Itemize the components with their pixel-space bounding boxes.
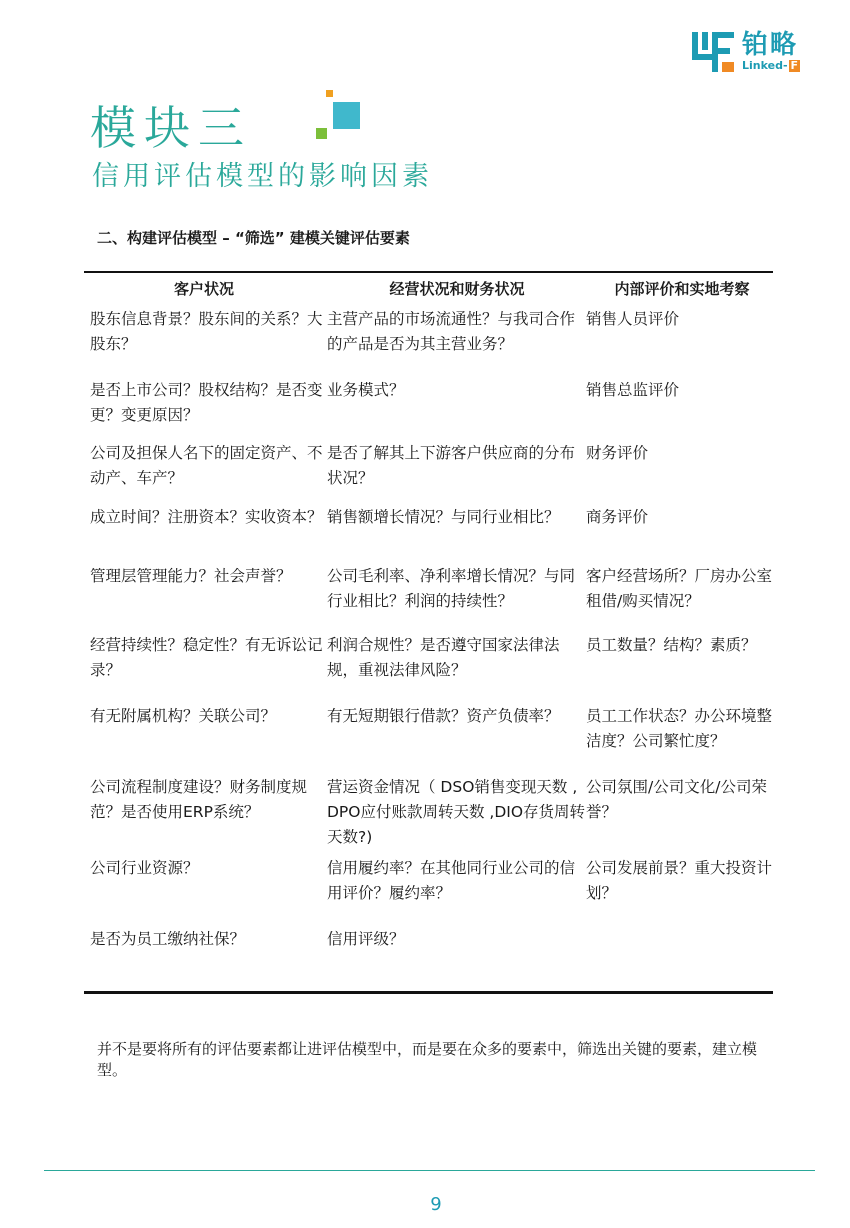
table-top-rule (84, 271, 773, 273)
brand-name-en-main: Linked- (742, 59, 788, 72)
footer-divider (44, 1170, 815, 1171)
table-cell: 公司发展前景？重大投资计划？ (586, 859, 773, 902)
table-cell: 股东信息背景？股东间的关系？大股东？ (90, 310, 323, 353)
brand-name-en-suffix: F (790, 59, 799, 72)
table-cell: 业务模式？ (327, 381, 405, 399)
table-cell: 是否上市公司？股权结构？是否变更？变更原因？ (90, 381, 323, 424)
table-cell: 公司及担保人名下的固定资产、不动产、车产？ (90, 444, 323, 487)
linked-f-logo-icon (692, 32, 736, 72)
section-heading: 二、构建评估模型 – “筛选” 建模关键评估要素 (97, 229, 410, 247)
table-cell: 营运资金情况（ DSO销售变现天数 ,DPO应付账款周转天数 ,DIO存货周转天数?) (327, 778, 586, 846)
table-cell: 销售额增长情况？与同行业相比？ (327, 508, 560, 526)
table-bottom-rule (84, 991, 773, 994)
module-subtitle: 信用评估模型的影响因素 (92, 161, 433, 192)
table-cell: 公司流程制度建设？财务制度规范？是否使用ERP系统？ (90, 778, 308, 821)
brand-logo (692, 30, 812, 74)
table-cell: 利润合规性？是否遵守国家法律法规，重视法律风险？ (327, 636, 560, 679)
table-cell: 信用评级？ (327, 930, 405, 948)
table-cell: 有无附属机构？关联公司？ (90, 707, 277, 725)
module-title: 模块三 (90, 101, 252, 155)
table-header-customer: 客户状况 (173, 280, 234, 298)
table-cell: 是否了解其上下游客户供应商的分布状况？ (327, 444, 576, 487)
table-header-internal: 内部评价和实地考察 (614, 280, 750, 298)
table-cell: 成立时间？注册资本？实收资本？ (90, 508, 323, 526)
table-cell: 公司行业资源？ (90, 859, 199, 877)
page-number: 9 (430, 1194, 442, 1215)
decorative-squares-icon (316, 90, 366, 142)
table-cell: 公司毛利率、净利率增长情况？与同行业相比？利润的持续性？ (327, 567, 576, 610)
brand-name-cn: 铂略 (742, 30, 799, 60)
table-cell: 有无短期银行借款？资产负债率？ (327, 707, 560, 725)
table-cell: 客户经营场所？厂房办公室租借/购买情况？ (586, 567, 773, 610)
table-cell: 商务评价 (586, 508, 649, 526)
table-cell: 财务评价 (586, 444, 649, 462)
table-header-operations: 经营状况和财务状况 (389, 280, 525, 298)
summary-note: 并不是要将所有的评估要素都让进评估模型中，而是要在众多的要素中，筛选出关键的要素，建立模型。 (97, 1040, 758, 1079)
table-cell: 公司氛围/公司文化/公司荣誉？ (586, 778, 767, 821)
table-cell: 主营产品的市场流通性？与我司合作的产品是否为其主营业务？ (327, 310, 576, 353)
table-cell: 员工工作状态？办公环境整洁度？公司繁忙度？ (586, 707, 773, 750)
table-cell: 信用履约率？在其他同行业公司的信用评价？履约率？ (327, 859, 576, 902)
table-cell: 销售人员评价 (586, 310, 680, 328)
table-cell: 员工数量？结构？素质？ (586, 636, 757, 654)
table-cell: 管理层管理能力？社会声誉？ (90, 567, 292, 585)
table-cell: 是否为员工缴纳社保？ (90, 930, 246, 948)
table-cell: 销售总监评价 (586, 381, 680, 399)
table-cell: 经营持续性？稳定性？有无诉讼记录？ (90, 636, 323, 679)
brand-name-en (742, 60, 800, 72)
